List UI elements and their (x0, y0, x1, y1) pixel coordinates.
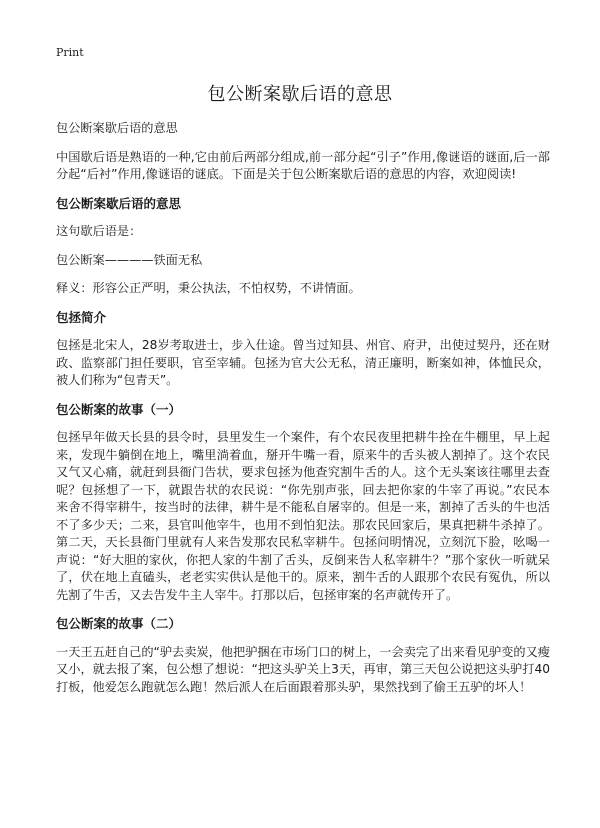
section-heading-bio: 包拯简介 (56, 309, 107, 325)
document-title: 包公断案歇后语的意思 (207, 84, 393, 105)
intro-label: 包公断案歇后语的意思 (56, 121, 178, 135)
section-heading-meaning: 包公断案歇后语的意思 (56, 195, 182, 211)
story-2-paragraph: 一天王五赶自己的“驴去卖炭，他把驴捆在市场门口的树上，一会卖完了出来看见驴变的又瘦又小，就去报了案，包公想了想说：“把这头驴关上3天，再审，第三天包公说把这头驴打40打板，他爱怎么跑就怎么跑！然后派人在后面跟着那头驴，果然找到了偷王五驴的坏人！ (56, 644, 550, 694)
story-1-paragraph: 包拯早年做天长县的县令时，县里发生一个案件，有个农民夜里把耕牛拴在牛棚里，早上起来，发现牛躺倒在地上，嘴里淌着血，掰开牛嘴一看，原来牛的舌头被人割掉了。这个农民又气又心痛，就赶到县衙门告状，要求包拯为他查究割牛舌的人。这个无头案该往哪里去查呢？包拯想了一下，就跟告状的农民说：“你先别声张，回去把你家的牛宰了再说。”农民本来舍不得宰耕牛，按当时的法律，耕牛是不能私自屠宰的。但是一来，割掉了舌头的牛也活不了多少天；二来，县官叫他宰牛，也用不到怕犯法。那农民回家后，果真把耕牛杀掉了。第二天，天长县衙门里就有人来告发那农民私宰耕牛。包拯问明情况，立刻沉下脸，吆喝一声说：“好大胆的家伙，你把人家的牛割了舌头，反倒来告人私宰耕牛？”那个家伙一听就呆了，伏在地上直磕头，老老实实供认是他干的。原来，割牛舌的人跟那个农民有冤仇，所以先割了牛舌，又去告发牛主人宰牛。打那以后，包拯审案的名声就传开了。 (56, 430, 550, 602)
meaning-line-2: 包公断案————铁面无私 (56, 252, 203, 267)
section-heading-story-2: 包公断案的故事（二） (56, 616, 182, 631)
print-link[interactable]: Print (56, 46, 84, 59)
intro-paragraph: 中国歇后语是熟语的一种,它由前后两部分组成,前一部分起“引子”作用,像谜语的谜面,后一部分起“后衬”作用,像谜语的谜底。下面是关于包公断案歇后语的意思的内容，欢迎阅读! (56, 149, 550, 181)
bio-paragraph: 包拯是北宋人，28岁考取进士，步入仕途。曾当过知县、州官、府尹，出使过契丹，还在财政、监察部门担任要职，官至宰辅。包拯为官大公无私，清正廉明，断案如神，体恤民众，被人们称为“包青天”。 (56, 338, 550, 387)
meaning-line-1: 这句歇后语是： (56, 224, 142, 238)
meaning-line-3: 释义：形容公正严明，秉公执法，不怕权势，不讲情面。 (56, 281, 361, 295)
section-heading-story-1: 包公断案的故事（一） (56, 401, 182, 417)
document-body (56, 120, 550, 707)
